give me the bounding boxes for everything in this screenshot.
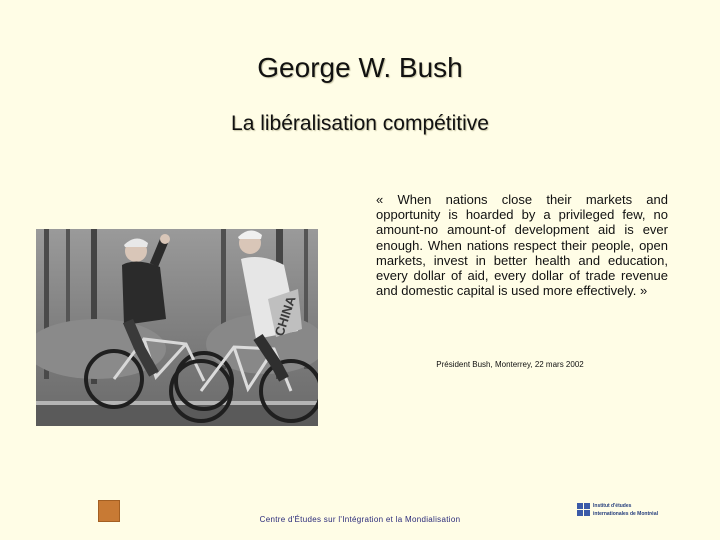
cei-logo: [98, 500, 120, 522]
ieim-logo-line2: internationales de Montréal: [593, 511, 659, 517]
ieim-logo: [577, 503, 687, 519]
cyclists-photo: [36, 229, 318, 426]
quote-attribution: Président Bush, Monterrey, 22 mars 2002: [436, 360, 584, 369]
footer-center-text: Centre d'Études sur l'Intégration et la Mondialisation: [259, 515, 461, 524]
slide-title: George W. Bush: [257, 52, 463, 83]
jersey-text: CHINA: [271, 294, 299, 338]
ieim-logo-line1: Institut d'études: [593, 503, 632, 509]
slide-subtitle: La libéralisation compétitive: [231, 112, 489, 135]
quote-text: « When nations close their markets and opportunity is hoarded by a privileged few, no amount-no amount-of development aid is ever enough. When nations respect their people, open markets, invest in better health and education, every dollar of aid, every dollar of trade revenue and domestic capital is used more effectively. »: [376, 192, 668, 299]
